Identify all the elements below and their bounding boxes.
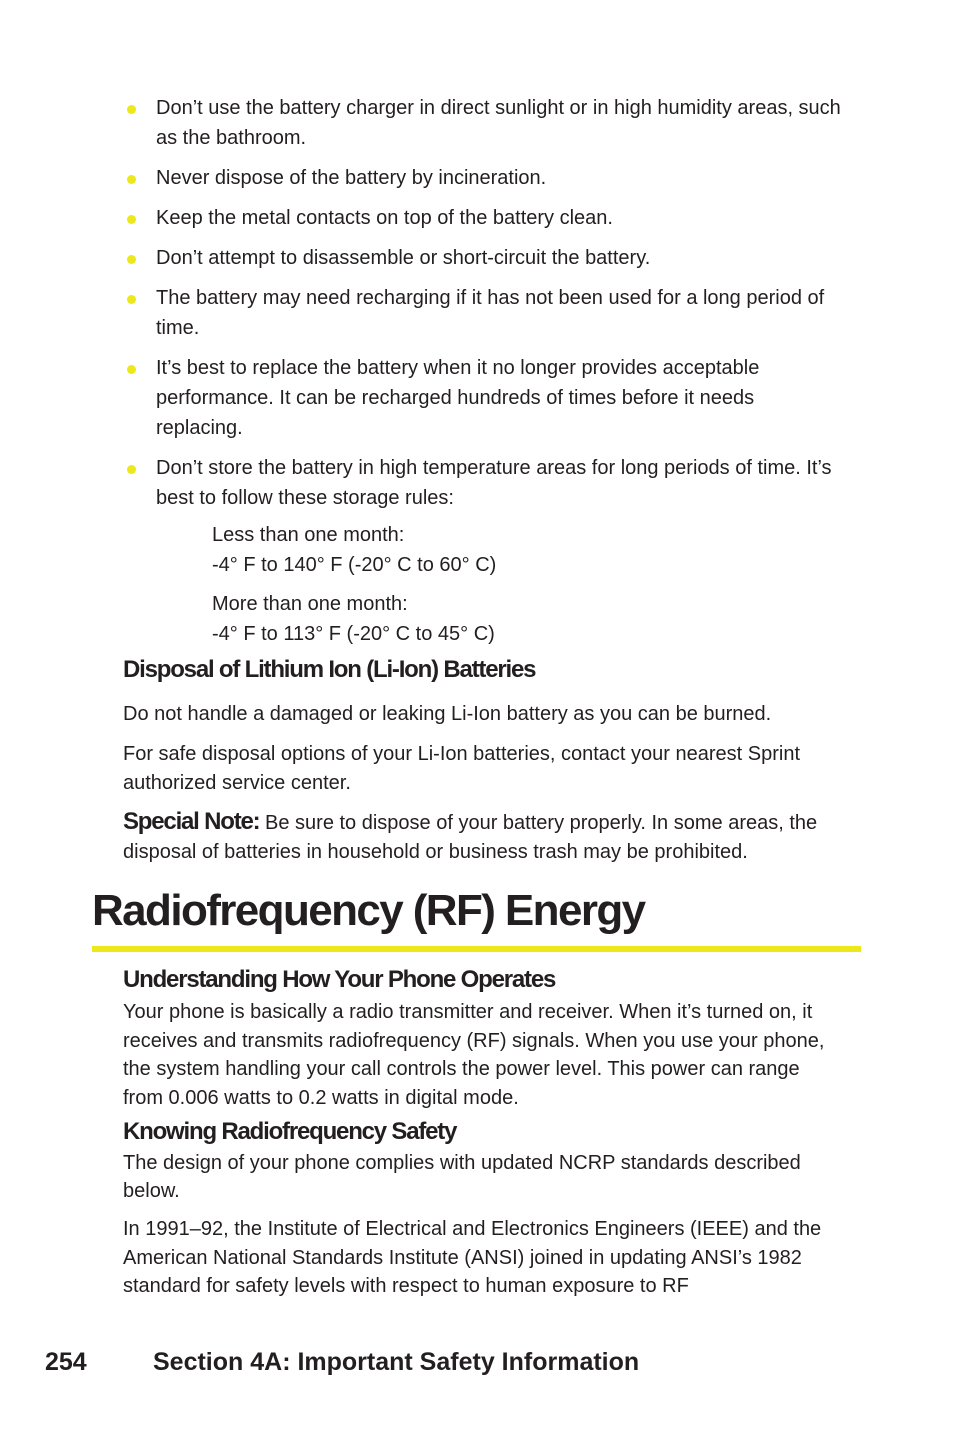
- bullet-dot-icon: [127, 105, 136, 114]
- title-underline: [92, 946, 861, 952]
- list-item-text: The battery may need recharging if it has not been used for a long period of time.: [156, 287, 825, 339]
- understanding-paragraph: Your phone is basically a radio transmitter and receiver. When it’s turned on, it receives and transmits radiofrequency (RF) signals. When you use your phone, the system handling your call controls the power level. This power can range from 0.006 watts to 0.2 watts in digital mode.: [123, 1001, 825, 1109]
- bullet-dot-icon: [127, 465, 136, 474]
- storage-long-label: More than one month:: [212, 593, 408, 615]
- storage-rule-short: [212, 520, 712, 580]
- storage-rules: [212, 520, 712, 658]
- special-note-label: Special Note:: [123, 808, 260, 835]
- bullet-dot-icon: [127, 175, 136, 184]
- list-item: [124, 283, 844, 343]
- history-paragraph: In 1991–92, the Institute of Electrical and Electronics Engineers (IEEE) and the American National Standards Institute (ANSI) joined in updating ANSI’s 1982 standard for safety levels with respect to human exposure to RF: [123, 1218, 822, 1297]
- list-item: [124, 203, 844, 233]
- page-title: Radiofrequency (RF) Energy: [92, 886, 645, 935]
- disposal-paragraph-2: For safe disposal options of your Li-Ion batteries, contact your nearest Sprint authorized service center.: [123, 743, 801, 794]
- page-number: 254: [45, 1348, 87, 1376]
- disposal-heading: Disposal of Lithium Ion (Li-Ion) Batteries: [123, 656, 536, 683]
- list-item-text: Don’t attempt to disassemble or short-circuit the battery.: [156, 247, 651, 269]
- list-item: [124, 353, 844, 443]
- list-item-text: Keep the metal contacts on top of the battery clean.: [156, 207, 613, 229]
- storage-short-label: Less than one month:: [212, 524, 405, 546]
- bullet-dot-icon: [127, 215, 136, 224]
- understanding-heading: Understanding How Your Phone Operates: [123, 966, 556, 993]
- bullet-dot-icon: [127, 295, 136, 304]
- list-item-text: Don’t use the battery charger in direct sunlight or in high humidity areas, such as the bathroom.: [156, 97, 841, 149]
- knowing-paragraph: The design of your phone complies with updated NCRP standards described below.: [123, 1152, 801, 1202]
- list-item: [124, 93, 844, 153]
- list-item-text: Don’t store the battery in high temperature areas for long periods of time. It’s best to follow these storage rules:: [156, 457, 832, 509]
- special-note: [123, 807, 863, 867]
- list-item-text: Never dispose of the battery by incineration.: [156, 167, 547, 189]
- special-note-text: Be sure to dispose of your battery properly. In some areas, the disposal of batteries in household or business trash may be prohibited.: [123, 812, 818, 863]
- bullet-dot-icon: [127, 255, 136, 264]
- battery-care-list: [124, 93, 844, 523]
- list-item: [124, 453, 844, 513]
- storage-long-range: -4° F to 113° F (-20° C to 45° C): [212, 623, 495, 645]
- list-item: [124, 243, 844, 273]
- knowing-heading: Knowing Radiofrequency Safety: [123, 1118, 457, 1145]
- storage-short-range: -4° F to 140° F (-20° C to 60° C): [212, 554, 497, 576]
- bullet-dot-icon: [127, 365, 136, 374]
- storage-rule-long: [212, 589, 712, 649]
- list-item: [124, 163, 844, 193]
- section-title: Section 4A: Important Safety Information: [153, 1348, 640, 1376]
- disposal-paragraph-1: Do not handle a damaged or leaking Li-Ion battery as you can be burned.: [123, 703, 772, 725]
- list-item-text: It’s best to replace the battery when it no longer provides acceptable performance. It can be recharged hundreds of times before it needs replacing.: [156, 357, 760, 439]
